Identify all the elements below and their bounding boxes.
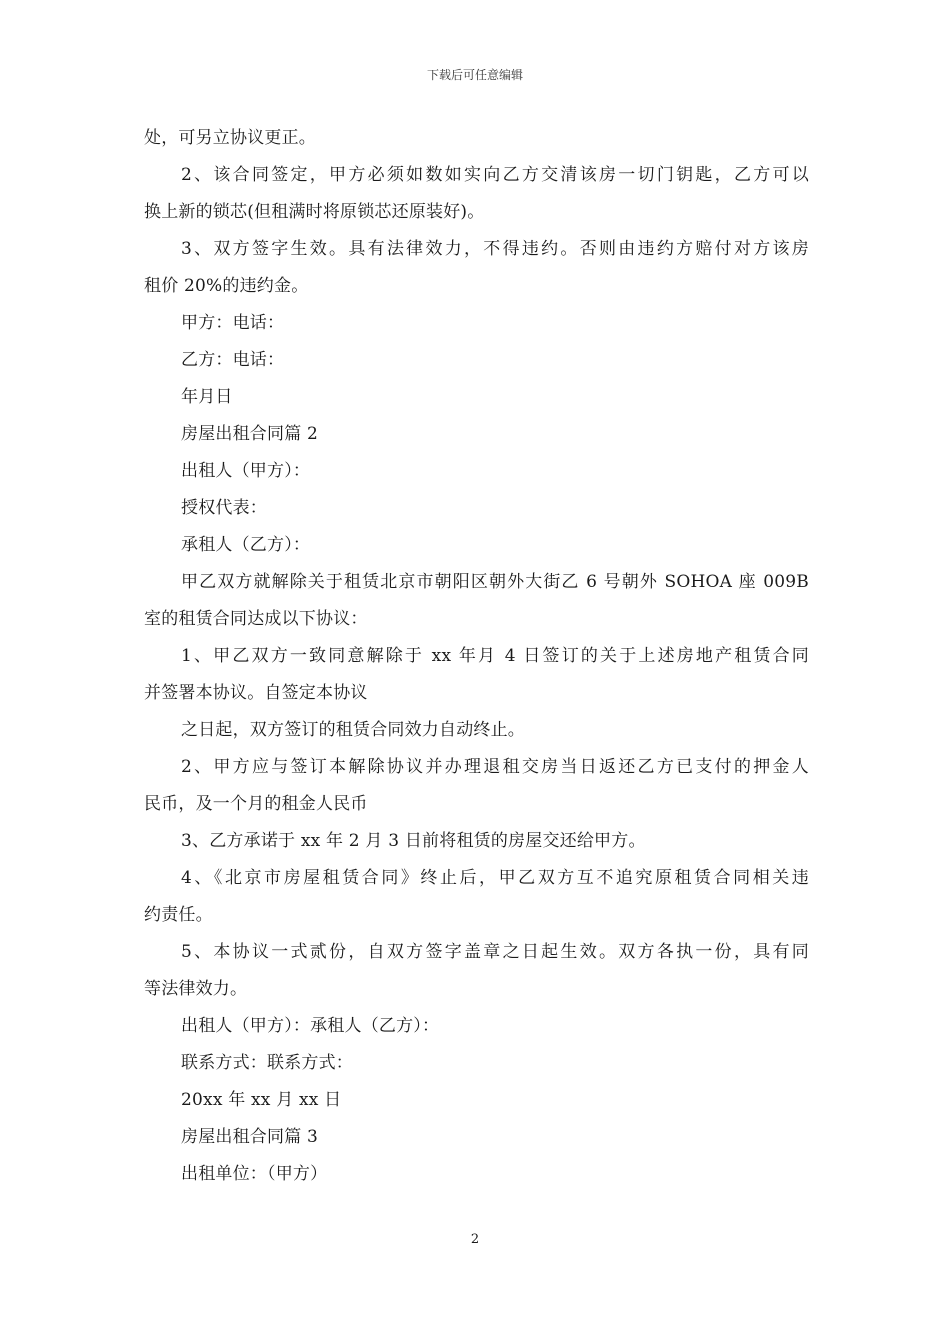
page-number: 2 — [470, 1232, 480, 1247]
paragraph-line: 3、乙方承诺于 xx 年 2 月 3 日前将租赁的房屋交还给甲方。 — [181, 831, 646, 851]
paragraph-line: 处，可另立协议更正。 — [144, 128, 316, 148]
document-body — [144, 120, 809, 1193]
paragraph-line: 并签署本协议。自签定本协议 — [144, 683, 368, 703]
lessor-unit-line: 出租单位：（甲方） — [181, 1164, 328, 1184]
section-title: 房屋出租合同篇 2 — [181, 424, 319, 444]
paragraph-line: 之日起，双方签订的租赁合同效力自动终止。 — [181, 720, 525, 740]
page-header-note: 下载后可任意编辑 — [426, 68, 523, 82]
signature-line-party-a: 甲方：电话： — [181, 313, 285, 333]
paragraph-line: 民币，及一个月的租金人民币 — [144, 794, 368, 814]
paragraph-line: 租价 20%的违约金。 — [144, 276, 309, 296]
paragraph-line: 室的租赁合同达成以下协议： — [144, 609, 368, 629]
contact-line: 联系方式：联系方式： — [181, 1053, 353, 1073]
paragraph-line: 4、《北京市房屋租赁合同》终止后，甲乙双方互不追究原租赁合同相关违 — [181, 868, 809, 888]
paragraph-line: 换上新的锁芯(但租满时将原锁芯还原装好)。 — [144, 202, 485, 222]
date-line: 20xx 年 xx 月 xx 日 — [181, 1090, 342, 1110]
section-title: 房屋出租合同篇 3 — [181, 1127, 319, 1147]
paragraph-line: 等法律效力。 — [144, 979, 248, 999]
paragraph-line: 5、本协议一式贰份，自双方签字盖章之日起生效。双方各执一份，具有同 — [181, 942, 809, 962]
lessor-line: 出租人（甲方）： — [181, 461, 311, 481]
signature-line-party-b: 乙方：电话： — [181, 350, 285, 370]
date-line: 年月日 — [181, 387, 233, 407]
paragraph-line: 2、该合同签定，甲方必须如数如实向乙方交清该房一切门钥匙，乙方可以 — [181, 165, 809, 185]
paragraph-line: 1、甲乙双方一致同意解除于 xx 年月 4 日签订的关于上述房地产租赁合同 — [181, 646, 809, 666]
paragraph-line: 2、甲方应与签订本解除协议并办理退租交房当日返还乙方已支付的押金人 — [181, 757, 809, 777]
signature-parties-line: 出租人（甲方）：承租人（乙方）： — [181, 1016, 440, 1036]
authorized-rep-line: 授权代表： — [181, 498, 267, 518]
paragraph-line: 甲乙双方就解除关于租赁北京市朝阳区朝外大街乙 6 号朝外 SOHOA 座 009B — [181, 572, 809, 592]
lessee-line: 承租人（乙方）： — [181, 535, 311, 555]
paragraph-line: 3、双方签字生效。具有法律效力，不得违约。否则由违约方赔付对方该房 — [181, 239, 809, 259]
paragraph-line: 约责任。 — [144, 905, 213, 925]
